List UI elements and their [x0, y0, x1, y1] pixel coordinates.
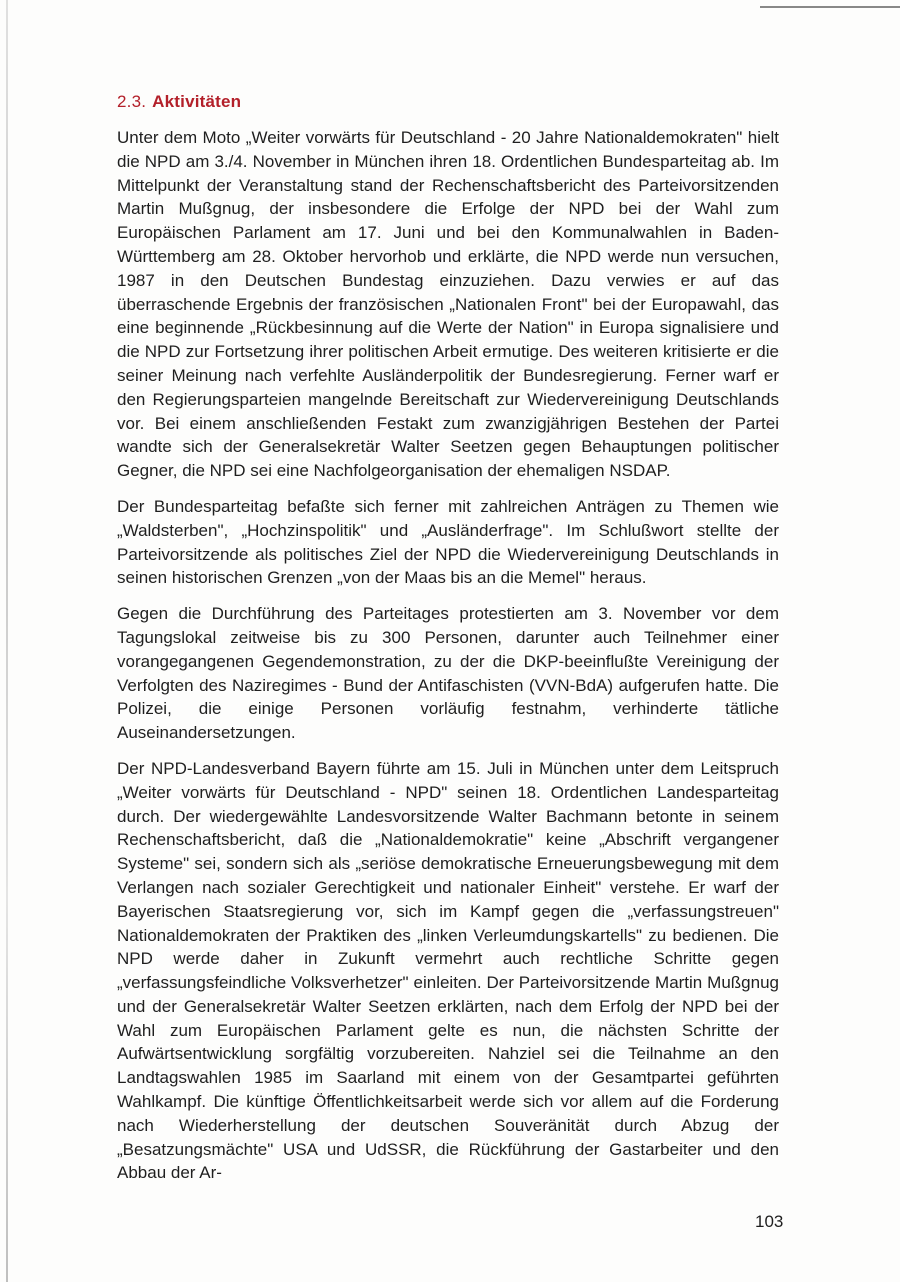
- section-title: Aktivitäten: [152, 92, 242, 111]
- page-content: [117, 92, 779, 1197]
- section-heading: [117, 92, 779, 112]
- paragraph-1: Unter dem Moto „Weiter vorwärts für Deutschland - 20 Jahre Nationaldemokraten" hielt die NPD am 3./4. November in München ihren 18. Ordentlichen Bundesparteitag ab. Im Mittelpunkt der Veranstaltung stand der Rechenschaftsbericht des Parteivorsitzenden Martin Mußgnug, der insbesondere die Erfolge der NPD bei der Wahl zum Europäischen Parlament am 17. Juni und bei den Kommunalwahlen in Baden-Württemberg am 28. Oktober hervorhob und erklärte, die NPD werde nun versuchen, 1987 in den Deutschen Bundestag einzuziehen. Dazu verwies er auf das überraschende Ergebnis der französischen „Nationalen Front" bei der Europawahl, das eine beginnende „Rückbesinnung auf die Werte der Nation" in Europa signalisiere und die NPD zur Fortsetzung ihrer politischen Arbeit ermutige. Des weiteren kritisierte er die seiner Meinung nach verfehlte Ausländerpolitik der Bundesregierung. Ferner warf er den Regierungsparteien mangelnde Bereitschaft zur Wiedervereinigung Deutschlands vor. Bei einem anschließenden Festakt zum zwanzigjährigen Bestehen der Partei wandte sich der Generalsekretär Walter Seetzen gegen Behauptungen politischer Gegner, die NPD sei eine Nachfolgeorganisation der ehemaligen NSDAP.: [117, 128, 779, 481]
- scan-edge-top: [760, 6, 900, 8]
- paragraph-4: Der NPD-Landesverband Bayern führte am 15. Juli in München unter dem Leitspruch „Weiter vorwärts für Deutschland - NPD" seinen 18. Ordentlichen Landesparteitag durch. Der wiedergewählte Landesvorsitzende Walter Bachmann betonte in seinem Rechenschaftsbericht, daß die „Nationaldemokratie" keine „Abschrift vergangener Systeme" sei, sondern sich als „seriöse demokratische Erneuerungsbewegung mit dem Verlangen nach sozialer Gerechtigkeit und nationaler Einheit" verstehe. Er warf der Bayerischen Staatsregierung vor, sich im Kampf gegen die „verfassungstreuen" Nationaldemokraten der Praktiken des „linken Verleumdungskartells" zu bedienen. Die NPD werde daher in Zukunft vermehrt auch rechtliche Schritte gegen „verfassungsfeindliche Volksverhetzer" einleiten. Der Parteivorsitzende Martin Mußgnug und der Generalsekretär Walter Seetzen erklärten, nach dem Erfolg der NPD bei der Wahl zum Europäischen Parlament gelte es nun, die nächsten Schritte der Aufwärtsentwicklung sorgfältig vorzubereiten. Nahziel sei die Teilnahme an den Landtagswahlen 1985 im Saarland mit einem von der Gesamtpartei geführten Wahlkampf. Die künftige Öffentlichkeitsarbeit werde sich vor allem auf die Forderung nach Wiederherstellung der deutschen Souveränität durch Abzug der „Besatzungsmächte" USA und UdSSR, die Rückführung der Gastarbeiter und den Abbau der Ar-: [117, 758, 779, 1183]
- scan-edge-left: [6, 0, 8, 1282]
- page-number: 103: [755, 1212, 784, 1231]
- section-number: 2.3.: [117, 92, 147, 111]
- paragraph-2: Der Bundesparteitag befaßte sich ferner mit zahlreichen Anträgen zu Themen wie „Waldsterben", „Hochzinspolitik" und „Ausländerfrage". Im Schlußwort stellte der Parteivorsitzende als politisches Ziel der NPD die Wiedervereinigung Deutschlands in seinen historischen Grenzen „von der Maas bis an die Memel" heraus.: [117, 496, 779, 588]
- paragraph-3: Gegen die Durchführung des Parteitages protestierten am 3. November vor dem Tagungslokal zeitweise bis zu 300 Personen, darunter auch Teilnehmer einer vorangegangenen Gegendemonstration, zu der die DKP-beeinflußte Vereinigung der Verfolgten des Naziregimes - Bund der Antifaschisten (VVN-BdA) aufgerufen hatte. Die Polizei, die einige Personen vorläufig festnahm, verhinderte tätliche Auseinandersetzungen.: [117, 604, 779, 743]
